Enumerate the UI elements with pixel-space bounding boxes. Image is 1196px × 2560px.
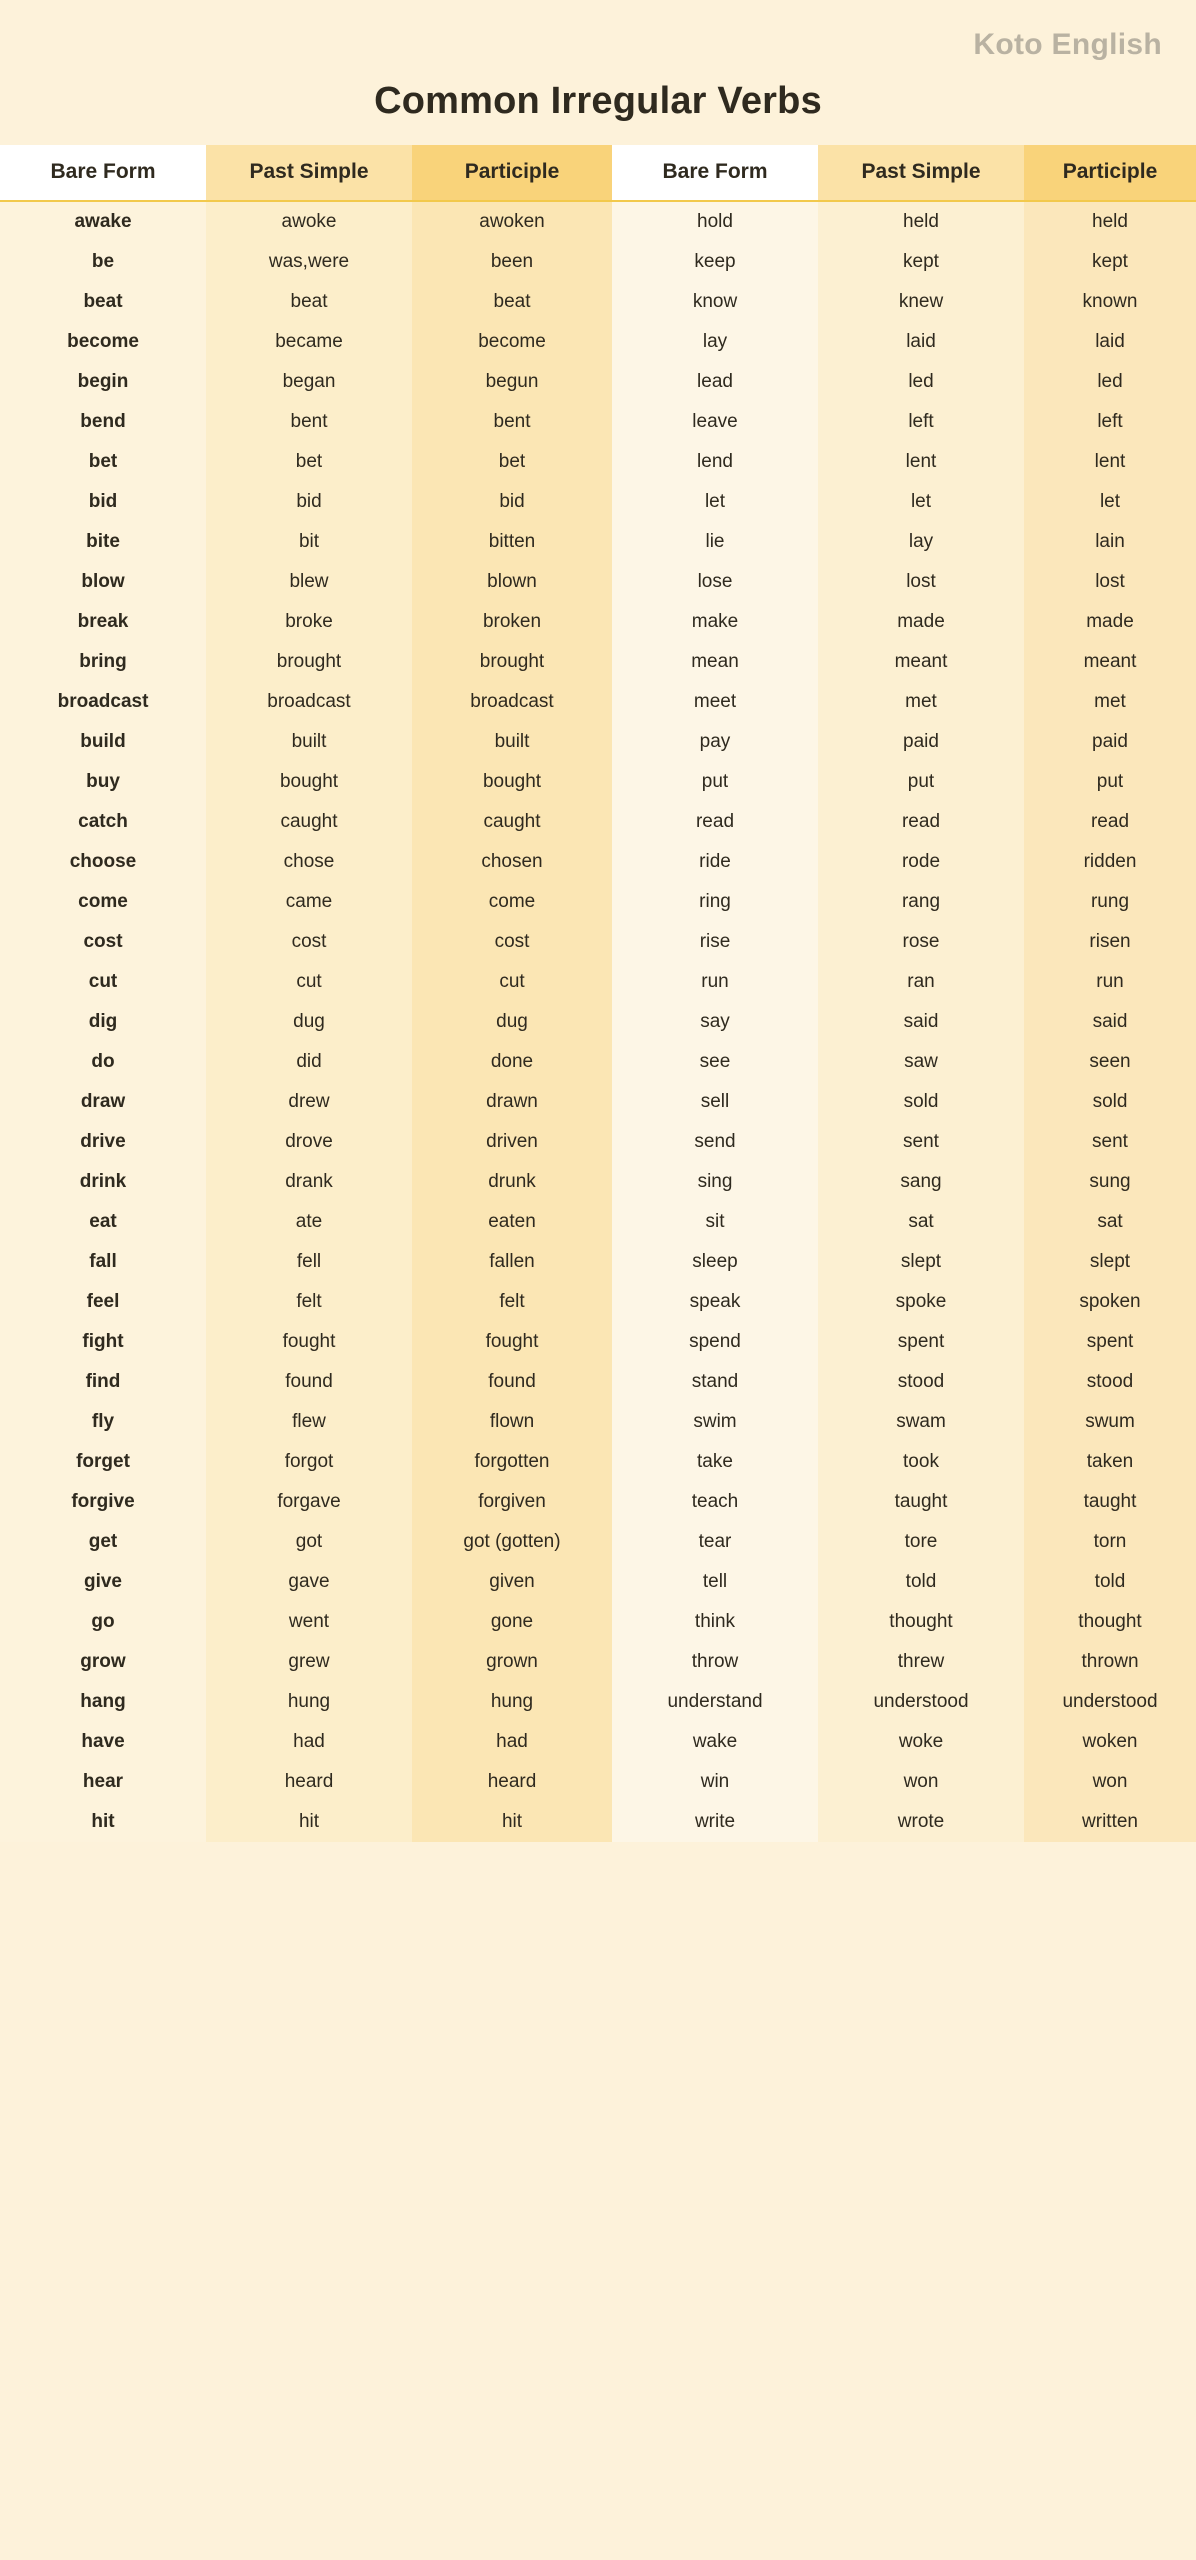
table-cell: sit <box>612 1202 818 1242</box>
table-cell: sung <box>1024 1162 1196 1202</box>
table-row <box>0 1802 1196 1842</box>
table-cell: bet <box>0 442 206 482</box>
table-cell: spoken <box>1024 1282 1196 1322</box>
table-cell: found <box>412 1362 612 1402</box>
table-cell: hang <box>0 1682 206 1722</box>
table-cell: paid <box>818 722 1024 762</box>
table-cell: did <box>206 1042 412 1082</box>
table-cell: choose <box>0 842 206 882</box>
table-cell: blow <box>0 562 206 602</box>
table-row <box>0 1282 1196 1322</box>
table-cell: grown <box>412 1642 612 1682</box>
table-row <box>0 1122 1196 1162</box>
table-cell: taken <box>1024 1442 1196 1482</box>
table-cell: bid <box>206 482 412 522</box>
table-cell: meant <box>818 642 1024 682</box>
table-row <box>0 402 1196 442</box>
table-cell: tear <box>612 1522 818 1562</box>
table-cell: bid <box>412 482 612 522</box>
table-cell: begin <box>0 362 206 402</box>
table-cell: thought <box>1024 1602 1196 1642</box>
table-cell: hear <box>0 1762 206 1802</box>
table-row <box>0 562 1196 602</box>
table-cell: sat <box>1024 1202 1196 1242</box>
table-cell: hung <box>412 1682 612 1722</box>
table-cell: bought <box>412 762 612 802</box>
table-cell: sent <box>818 1122 1024 1162</box>
table-cell: let <box>818 482 1024 522</box>
table-cell: sat <box>818 1202 1024 1242</box>
table-row <box>0 722 1196 762</box>
table-cell: woken <box>1024 1722 1196 1762</box>
table-cell: stood <box>1024 1362 1196 1402</box>
table-cell: cut <box>412 962 612 1002</box>
table-cell: spoke <box>818 1282 1024 1322</box>
table-cell: chosen <box>412 842 612 882</box>
table-row <box>0 1082 1196 1122</box>
table-cell: ring <box>612 882 818 922</box>
table-cell: left <box>1024 402 1196 442</box>
table-cell: break <box>0 602 206 642</box>
table-cell: stand <box>612 1362 818 1402</box>
table-cell: hit <box>0 1802 206 1842</box>
table-row <box>0 602 1196 642</box>
table-cell: broadcast <box>0 682 206 722</box>
table-cell: rise <box>612 922 818 962</box>
table-cell: bitten <box>412 522 612 562</box>
table-cell: tore <box>818 1522 1024 1562</box>
table-cell: become <box>412 322 612 362</box>
table-cell: wrote <box>818 1802 1024 1842</box>
table-cell: written <box>1024 1802 1196 1842</box>
table-row <box>0 282 1196 322</box>
table-cell: pay <box>612 722 818 762</box>
header-past-left: Past Simple <box>206 145 412 201</box>
table-cell: find <box>0 1362 206 1402</box>
table-cell: fought <box>412 1322 612 1362</box>
table-cell: tell <box>612 1562 818 1602</box>
table-cell: kept <box>818 242 1024 282</box>
table-cell: cost <box>412 922 612 962</box>
table-cell: win <box>612 1762 818 1802</box>
table-cell: slept <box>818 1242 1024 1282</box>
irregular-verbs-table <box>0 145 1196 1842</box>
table-cell: rose <box>818 922 1024 962</box>
table-cell: swam <box>818 1402 1024 1442</box>
header-bare-right: Bare Form <box>612 145 818 201</box>
table-cell: made <box>1024 602 1196 642</box>
header-participle-left: Participle <box>412 145 612 201</box>
table-cell: rung <box>1024 882 1196 922</box>
table-row <box>0 882 1196 922</box>
table-cell: become <box>0 322 206 362</box>
table-cell: drunk <box>412 1162 612 1202</box>
table-cell: said <box>818 1002 1024 1042</box>
table-cell: laid <box>1024 322 1196 362</box>
table-cell: bent <box>206 402 412 442</box>
table-cell: brought <box>412 642 612 682</box>
table-cell: sent <box>1024 1122 1196 1162</box>
table-cell: told <box>818 1562 1024 1602</box>
table-cell: fight <box>0 1322 206 1362</box>
table-cell: laid <box>818 322 1024 362</box>
table-cell: say <box>612 1002 818 1042</box>
table-cell: came <box>206 882 412 922</box>
table-cell: bit <box>206 522 412 562</box>
table-cell: understood <box>818 1682 1024 1722</box>
table-row <box>0 1042 1196 1082</box>
table-cell: spend <box>612 1322 818 1362</box>
table-cell: began <box>206 362 412 402</box>
table-cell: held <box>1024 201 1196 242</box>
table-cell: torn <box>1024 1522 1196 1562</box>
table-cell: hit <box>412 1802 612 1842</box>
table-cell: knew <box>818 282 1024 322</box>
table-row <box>0 322 1196 362</box>
table-cell: hold <box>612 201 818 242</box>
table-cell: cut <box>206 962 412 1002</box>
table-cell: bite <box>0 522 206 562</box>
table-cell: brought <box>206 642 412 682</box>
table-cell: come <box>0 882 206 922</box>
table-cell: mean <box>612 642 818 682</box>
table-cell: went <box>206 1602 412 1642</box>
table-row <box>0 1562 1196 1602</box>
header-bare-left: Bare Form <box>0 145 206 201</box>
table-cell: make <box>612 602 818 642</box>
table-cell: come <box>412 882 612 922</box>
table-cell: drew <box>206 1082 412 1122</box>
table-cell: cut <box>0 962 206 1002</box>
table-cell: built <box>206 722 412 762</box>
table-cell: drawn <box>412 1082 612 1122</box>
table-cell: taught <box>1024 1482 1196 1522</box>
table-cell: lose <box>612 562 818 602</box>
table-cell: let <box>612 482 818 522</box>
table-row <box>0 1602 1196 1642</box>
table-cell: dig <box>0 1002 206 1042</box>
table-cell: begun <box>412 362 612 402</box>
table-cell: grow <box>0 1642 206 1682</box>
table-cell: felt <box>206 1282 412 1322</box>
table-cell: awoken <box>412 201 612 242</box>
table-cell: awoke <box>206 201 412 242</box>
table-cell: caught <box>412 802 612 842</box>
table-row <box>0 1682 1196 1722</box>
table-cell: was,were <box>206 242 412 282</box>
table-header-row <box>0 145 1196 201</box>
table-row <box>0 1442 1196 1482</box>
table-row <box>0 442 1196 482</box>
table-cell: draw <box>0 1082 206 1122</box>
table-cell: gave <box>206 1562 412 1602</box>
table-cell: bet <box>412 442 612 482</box>
table-cell: ride <box>612 842 818 882</box>
table-cell: know <box>612 282 818 322</box>
table-cell: kept <box>1024 242 1196 282</box>
table-cell: met <box>1024 682 1196 722</box>
table-row <box>0 1162 1196 1202</box>
table-cell: drive <box>0 1122 206 1162</box>
table-cell: bid <box>0 482 206 522</box>
table-row <box>0 1002 1196 1042</box>
table-cell: hung <box>206 1682 412 1722</box>
table-cell: get <box>0 1522 206 1562</box>
table-cell: forgot <box>206 1442 412 1482</box>
table-cell: grew <box>206 1642 412 1682</box>
page-title: Common Irregular Verbs <box>374 80 822 122</box>
table-row <box>0 1522 1196 1562</box>
table-cell: sold <box>818 1082 1024 1122</box>
table-cell: teach <box>612 1482 818 1522</box>
table-cell: lost <box>818 562 1024 602</box>
table-cell: won <box>818 1762 1024 1802</box>
table-row <box>0 1642 1196 1682</box>
table-cell: throw <box>612 1642 818 1682</box>
brand-logo: Koto English <box>973 28 1162 61</box>
table-cell: thought <box>818 1602 1024 1642</box>
table-cell: meant <box>1024 642 1196 682</box>
table-cell: do <box>0 1042 206 1082</box>
table-cell: rode <box>818 842 1024 882</box>
table-cell: sold <box>1024 1082 1196 1122</box>
table-cell: taught <box>818 1482 1024 1522</box>
table-cell: blew <box>206 562 412 602</box>
table-cell: build <box>0 722 206 762</box>
table-cell: put <box>1024 762 1196 802</box>
table-cell: fallen <box>412 1242 612 1282</box>
table-cell: keep <box>612 242 818 282</box>
table-cell: took <box>818 1442 1024 1482</box>
table-cell: spent <box>818 1322 1024 1362</box>
table-cell: woke <box>818 1722 1024 1762</box>
table-cell: go <box>0 1602 206 1642</box>
table-row <box>0 642 1196 682</box>
table-cell: lost <box>1024 562 1196 602</box>
table-cell: ridden <box>1024 842 1196 882</box>
table-cell: sing <box>612 1162 818 1202</box>
table-cell: heard <box>412 1762 612 1802</box>
table-cell: beat <box>412 282 612 322</box>
table-row <box>0 1402 1196 1442</box>
table-cell: rang <box>818 882 1024 922</box>
table-cell: risen <box>1024 922 1196 962</box>
table-row <box>0 762 1196 802</box>
table-cell: lain <box>1024 522 1196 562</box>
table-cell: sell <box>612 1082 818 1122</box>
table-cell: fly <box>0 1402 206 1442</box>
table-cell: forgave <box>206 1482 412 1522</box>
table-row <box>0 1322 1196 1362</box>
table-cell: gone <box>412 1602 612 1642</box>
table-cell: speak <box>612 1282 818 1322</box>
table-cell: lie <box>612 522 818 562</box>
table-cell: felt <box>412 1282 612 1322</box>
table-cell: buy <box>0 762 206 802</box>
table-cell: read <box>612 802 818 842</box>
table-cell: bought <box>206 762 412 802</box>
table-cell: had <box>206 1722 412 1762</box>
table-cell: fall <box>0 1242 206 1282</box>
table-cell: heard <box>206 1762 412 1802</box>
table-cell: became <box>206 322 412 362</box>
table-cell: lay <box>818 522 1024 562</box>
table-cell: eaten <box>412 1202 612 1242</box>
table-cell: fought <box>206 1322 412 1362</box>
table-cell: cost <box>0 922 206 962</box>
table-cell: think <box>612 1602 818 1642</box>
table-cell: built <box>412 722 612 762</box>
table-row <box>0 201 1196 242</box>
table-cell: forget <box>0 1442 206 1482</box>
table-cell: read <box>1024 802 1196 842</box>
table-cell: found <box>206 1362 412 1402</box>
table-cell: done <box>412 1042 612 1082</box>
table-cell: lent <box>1024 442 1196 482</box>
table-cell: got (gotten) <box>412 1522 612 1562</box>
table-cell: threw <box>818 1642 1024 1682</box>
table-cell: eat <box>0 1202 206 1242</box>
table-cell: bend <box>0 402 206 442</box>
table-cell: saw <box>818 1042 1024 1082</box>
table-row <box>0 842 1196 882</box>
table-cell: met <box>818 682 1024 722</box>
table-cell: lent <box>818 442 1024 482</box>
table-cell: fell <box>206 1242 412 1282</box>
table-cell: flew <box>206 1402 412 1442</box>
table-cell: blown <box>412 562 612 602</box>
table-row <box>0 1762 1196 1802</box>
table-row <box>0 1202 1196 1242</box>
table-cell: awake <box>0 201 206 242</box>
table-row <box>0 1362 1196 1402</box>
table-cell: paid <box>1024 722 1196 762</box>
table-cell: ran <box>818 962 1024 1002</box>
table-row <box>0 1722 1196 1762</box>
table-cell: wake <box>612 1722 818 1762</box>
table-cell: write <box>612 1802 818 1842</box>
table-cell: got <box>206 1522 412 1562</box>
table-cell: bet <box>206 442 412 482</box>
table-cell: made <box>818 602 1024 642</box>
table-cell: take <box>612 1442 818 1482</box>
table-cell: dug <box>412 1002 612 1042</box>
table-row <box>0 482 1196 522</box>
table-cell: broke <box>206 602 412 642</box>
table-cell: told <box>1024 1562 1196 1602</box>
table-cell: understood <box>1024 1682 1196 1722</box>
table-cell: led <box>818 362 1024 402</box>
table-cell: put <box>612 762 818 802</box>
table-cell: be <box>0 242 206 282</box>
table-row <box>0 1482 1196 1522</box>
table-cell: chose <box>206 842 412 882</box>
table-cell: known <box>1024 282 1196 322</box>
table-cell: ate <box>206 1202 412 1242</box>
table-cell: beat <box>206 282 412 322</box>
table-cell: drank <box>206 1162 412 1202</box>
table-cell: stood <box>818 1362 1024 1402</box>
table-cell: understand <box>612 1682 818 1722</box>
table-cell: dug <box>206 1002 412 1042</box>
table-row <box>0 802 1196 842</box>
table-cell: sang <box>818 1162 1024 1202</box>
table-cell: caught <box>206 802 412 842</box>
table-cell: said <box>1024 1002 1196 1042</box>
table-cell: swum <box>1024 1402 1196 1442</box>
table-cell: run <box>1024 962 1196 1002</box>
table-row <box>0 522 1196 562</box>
table-cell: meet <box>612 682 818 722</box>
table-body <box>0 201 1196 1842</box>
table-row <box>0 1242 1196 1282</box>
table-cell: hit <box>206 1802 412 1842</box>
table-cell: seen <box>1024 1042 1196 1082</box>
table-cell: send <box>612 1122 818 1162</box>
table-cell: had <box>412 1722 612 1762</box>
table-cell: forgotten <box>412 1442 612 1482</box>
table-cell: have <box>0 1722 206 1762</box>
header-participle-right: Participle <box>1024 145 1196 201</box>
table-cell: led <box>1024 362 1196 402</box>
table-cell: read <box>818 802 1024 842</box>
table-cell: held <box>818 201 1024 242</box>
table-cell: see <box>612 1042 818 1082</box>
table-cell: swim <box>612 1402 818 1442</box>
table-cell: put <box>818 762 1024 802</box>
table-cell: sleep <box>612 1242 818 1282</box>
table-cell: broken <box>412 602 612 642</box>
table-cell: drove <box>206 1122 412 1162</box>
table-row <box>0 962 1196 1002</box>
table-row <box>0 922 1196 962</box>
table-cell: slept <box>1024 1242 1196 1282</box>
table-cell: give <box>0 1562 206 1602</box>
table-cell: leave <box>612 402 818 442</box>
table-cell: broadcast <box>206 682 412 722</box>
table-row <box>0 242 1196 282</box>
table-cell: broadcast <box>412 682 612 722</box>
table-cell: been <box>412 242 612 282</box>
table-cell: won <box>1024 1762 1196 1802</box>
table-cell: thrown <box>1024 1642 1196 1682</box>
header-past-right: Past Simple <box>818 145 1024 201</box>
table-cell: feel <box>0 1282 206 1322</box>
table-cell: catch <box>0 802 206 842</box>
table-cell: driven <box>412 1122 612 1162</box>
table-cell: given <box>412 1562 612 1602</box>
table-cell: lend <box>612 442 818 482</box>
table-cell: forgiven <box>412 1482 612 1522</box>
table-cell: lead <box>612 362 818 402</box>
table-cell: bring <box>0 642 206 682</box>
table-cell: beat <box>0 282 206 322</box>
table-row <box>0 682 1196 722</box>
table-cell: left <box>818 402 1024 442</box>
table-cell: spent <box>1024 1322 1196 1362</box>
table-cell: bent <box>412 402 612 442</box>
table-cell: forgive <box>0 1482 206 1522</box>
table-cell: let <box>1024 482 1196 522</box>
table-cell: cost <box>206 922 412 962</box>
table-cell: flown <box>412 1402 612 1442</box>
table-row <box>0 362 1196 402</box>
table-cell: drink <box>0 1162 206 1202</box>
table-cell: lay <box>612 322 818 362</box>
table-cell: run <box>612 962 818 1002</box>
